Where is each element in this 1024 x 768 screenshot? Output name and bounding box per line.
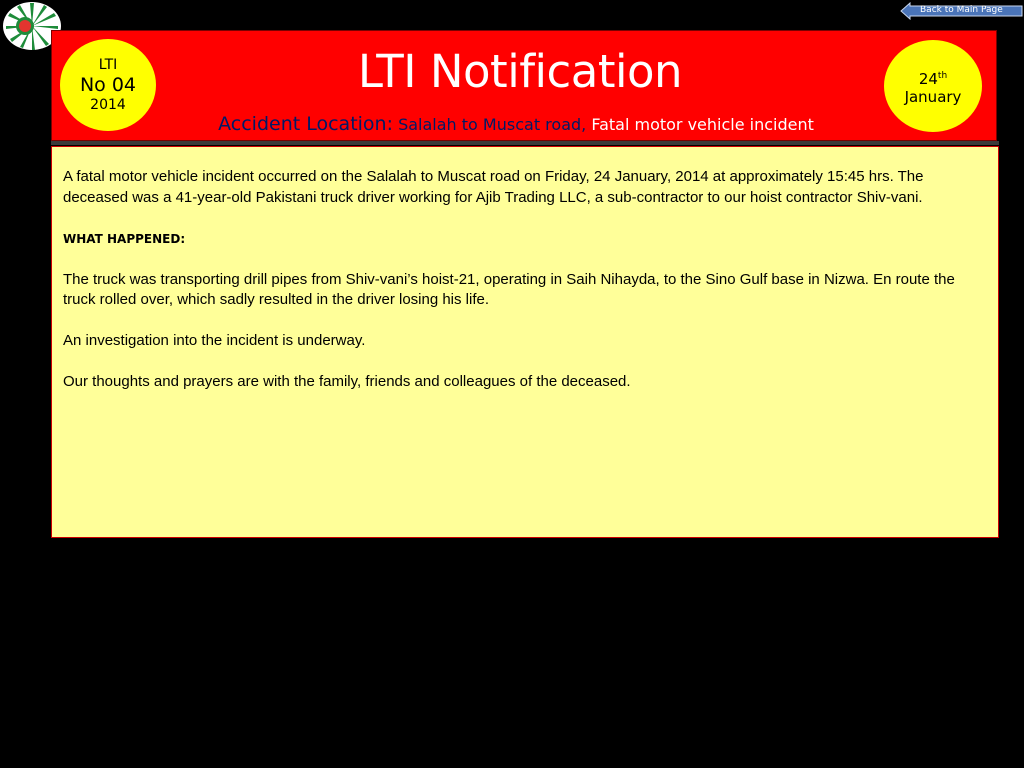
incident-summary: A fatal motor vehicle incident occurred on the Salalah to Muscat road on Friday, 24 January, 2014 at approximately 15:45 hrs. The deceased was a 41-year-old Pakistani truck driver working for Ajib Trading LLC, a sub-contractor to our hoist contractor Shiv-vani. — [63, 168, 924, 206]
lti-number-badge — [60, 39, 156, 131]
date-month: January — [904, 87, 962, 106]
badge-lti-label: LTI — [98, 57, 118, 73]
location-value: Salalah to Muscat road, — [398, 115, 587, 134]
date-day-number: 24 — [918, 69, 938, 88]
banner-shadow — [51, 141, 999, 145]
notification-body — [51, 146, 999, 538]
location-label: Accident Location: — [218, 113, 393, 135]
badge-lti-year: 2014 — [90, 97, 126, 113]
back-to-main-page-button[interactable] — [900, 2, 1024, 20]
page-title: LTI Notification — [357, 45, 683, 98]
investigation-note: An investigation into the incident is underway. — [63, 332, 366, 349]
badge-lti-number: No 04 — [79, 74, 137, 96]
incident-type: Fatal motor vehicle incident — [591, 115, 814, 134]
date-badge — [884, 40, 982, 132]
back-button-label: Back to Main Page — [920, 5, 1003, 15]
incident-description: The truck was transporting drill pipes from Shiv-vani’s hoist-21, operating in Saih Nihayda, to the Sino Gulf base in Nizwa. En route the truck rolled over, which sadly resulted in the driver losing his life. — [63, 270, 955, 308]
date-day-suffix: th — [937, 70, 948, 81]
date-day — [919, 67, 947, 88]
what-happened-heading: WHAT HAPPENED: — [63, 231, 186, 246]
accident-location-line — [160, 110, 872, 139]
condolence-note: Our thoughts and prayers are with the family, friends and colleagues of the deceased. — [63, 373, 631, 390]
